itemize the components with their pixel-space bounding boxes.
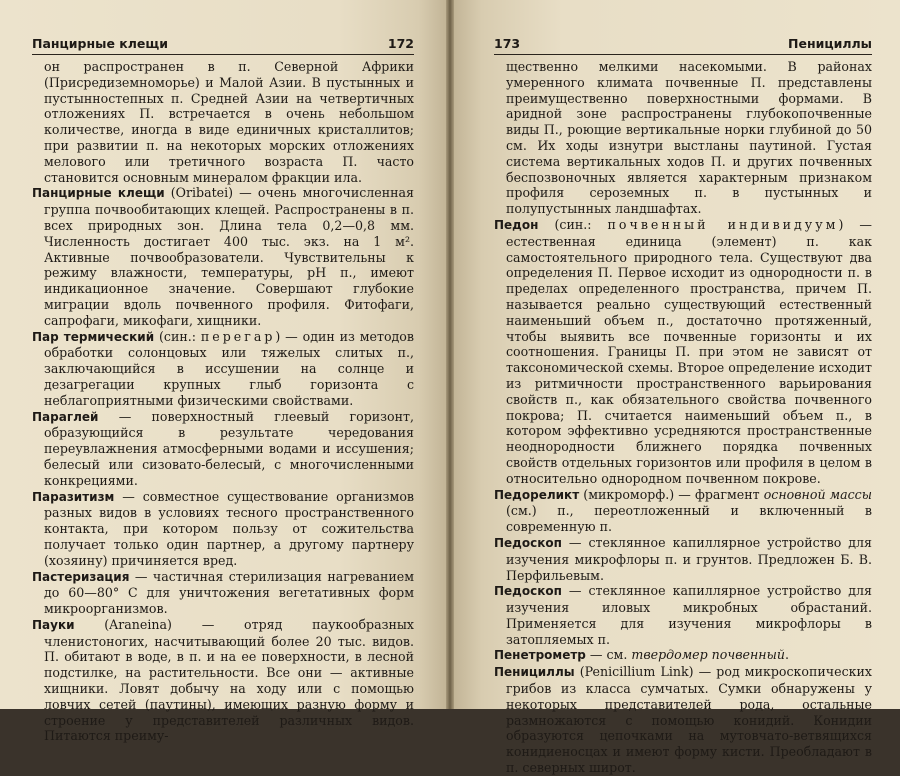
right-page [450, 0, 900, 776]
entry-body: . [784, 647, 789, 663]
entry-body: — совместное существование организмов разных видов в условиях тесного пространственного контакта, при котором пользу от сожительства получает только один партнер, а другому партнеру (хозяину) причиняется вред. [44, 488, 414, 568]
right-header-title: Пенициллы [788, 36, 872, 51]
entry-term: Пауки [32, 617, 75, 632]
entry-term: Пенетрометр [494, 648, 586, 663]
entry-pantsirnye-kleshchi [32, 185, 414, 328]
entry-term: Пенициллы [494, 665, 575, 680]
entry-term: Параглей [32, 409, 99, 424]
entry-body: — стеклянное капиллярное устройство для изучения микрофлоры п. и грунтов. Предложен Б. В. Перфильевым. [506, 534, 872, 583]
left-header-title: Панцирные клещи [32, 36, 168, 51]
entry-crossref: основной массы [763, 486, 872, 502]
entry-penetrometr [494, 647, 872, 664]
entry-pedoskop-1 [494, 535, 872, 583]
entry-term: Пастеризация [32, 569, 130, 584]
entry-body: — частичная стерилизация нагреванием до 60—80° С для уничтожения вегетативных форм микроорганизмов. [44, 568, 414, 617]
right-page-number: 173 [494, 36, 521, 51]
entry-body: (Penicillium Link) — род микроскопических грибов из класса сумчатых. Сумки обнаружены у некоторых представителей рода, остальные размножаются с помощью конидий. Конидии образуются цепочками на мутовчато-ветвящихся конидиеносцах и имеют форму кисти. Преобладают в п. северных широт. [506, 664, 872, 776]
entry-pasterizatsiya [32, 569, 414, 617]
entry-term: Паразитизм [32, 489, 115, 504]
entry-pre: (син.: [538, 216, 608, 232]
entry-par-termicheskiy [32, 329, 414, 409]
entry-paragley [32, 409, 414, 489]
entry-term: Педон [494, 217, 539, 232]
entry-term: Педоскоп [494, 584, 562, 599]
entry-pre: (син.: [154, 328, 201, 344]
left-text-column [32, 59, 414, 744]
entry-body: — поверхностный глеевый горизонт, образующийся в результате чередования переувлажнения атмосферными водами и иссушения; белесый или сизовато-белесый, с многочисленными конкрециями. [44, 408, 414, 488]
entry-crossref: твердомер почвенный [631, 647, 785, 663]
continuation-paragraph: он распространен в п. Северной Африки (Присредиземноморье) и Малой Азии. В пустынных и пустынностепных п. Средней Азии на четвертичных отложениях П. встречается в очень небольшом количестве, иногда в виде единичных кристаллитов; при развитии п. на некоторых морских отложениях мелового или третичного возраста П. часто становится основным минералом фракции ила. [44, 59, 414, 185]
continuation-paragraph: щественно мелкими насекомыми. В районах умеренного климата почвенные П. представлены преимущественно поверхностными формами. В аридной зоне распространены глубокопочвенные виды П., роющие вертикальные норки глубиной до 50 см. Их ходы изнутри выстланы паутиной. Густая система вертикальных ходов П. и других почвенных беспозвоночных является характерным признаком профиля сероземных п. в пустынных и полупустынных ландшафтах. [506, 59, 872, 217]
entry-body: (Oribatei) — очень многочисленная группа почвообитающих клещей. Распространены в п. всех природных зон. Длина тела 0,2—0,8 мм. Численность достигает 400 тыс. экз. на 1 м². Активные почвообразователи. Чувствительны к режиму влажности, температуры, pH п., имеют индикационное значение. Совершают глубокие миграции вдоль почвенного профиля. Фитофаги, сапрофаги, микофаги, хищники. [44, 185, 415, 328]
entry-term: Педореликт [494, 487, 580, 502]
left-running-head [32, 36, 414, 55]
entry-pedon [494, 217, 872, 487]
right-running-head [494, 36, 872, 55]
entry-body: (см.) п., переотложенный и включенный в современную п. [506, 503, 872, 535]
entry-pre: (микроморф.) — фрагмент [579, 486, 764, 502]
entry-pre: — см. [585, 647, 632, 663]
entry-term: Панцирные клещи [32, 186, 165, 201]
entry-body: — стеклянное капиллярное устройство для изучения иловых микробных обрастаний. Применяется для изучения микрофлоры в затопляемых п. [506, 583, 872, 647]
entry-penitsilly [494, 664, 872, 776]
left-page [0, 0, 450, 744]
left-page-number: 172 [387, 36, 414, 51]
entry-parazitizm [32, 489, 414, 569]
entry-term: Педоскоп [494, 535, 562, 550]
entry-body: (Araneina) — отряд паукообразных членистоногих, насчитывающий более 20 тыс. видов. П. обитают в воде, в п. и на ее поверхности, в лесной подстилке, на растительности. Все они — активные хищники. Ловят добычу на ходу или с помощью ловчих сетей (паутины), имеющих разную форму и строение у представителей различных видов. Питаются преиму- [44, 616, 414, 744]
book-gutter [446, 0, 454, 709]
entry-pedorelikt [494, 487, 872, 535]
entry-term: Пар термический [32, 329, 155, 344]
entry-pauki [32, 617, 414, 744]
right-text-column [494, 59, 872, 776]
entry-synonym: перегар [200, 328, 276, 344]
entry-pedoskop-2 [494, 583, 872, 647]
entry-body: ) — естественная единица (элемент) п. как самостоятельного природного тела. Существуют два определения П. Первое исходит из однородности п. в пределах определенного пространства, причем П. называется реально существующий естественный наименьший объем п., достаточно протяженный, чтобы выявить все почвенные горизонты и их соотношения. Границы П. при этом не зависят от таксономической схемы. Второе определение исходит из ритмичности пространственного варьирования свойств п., как обязательного свойства почвенного покрова; П. считается наименьший объем п., в котором эффективно усредняются пространственные неоднородности ближнего порядка почвенных свойств отдельных горизонтов или профиля в целом в относительно однородном почвенном покрове. [506, 216, 872, 486]
entry-body: ) — один из методов обработки солонцовых или тяжелых слитых п., заключающийся в иссушении на солнце и дезагрегации крупных глыб горизонта с неблагоприятными физическими свойствами. [44, 328, 414, 408]
entry-synonym: почвенный индивидуум [607, 216, 839, 232]
